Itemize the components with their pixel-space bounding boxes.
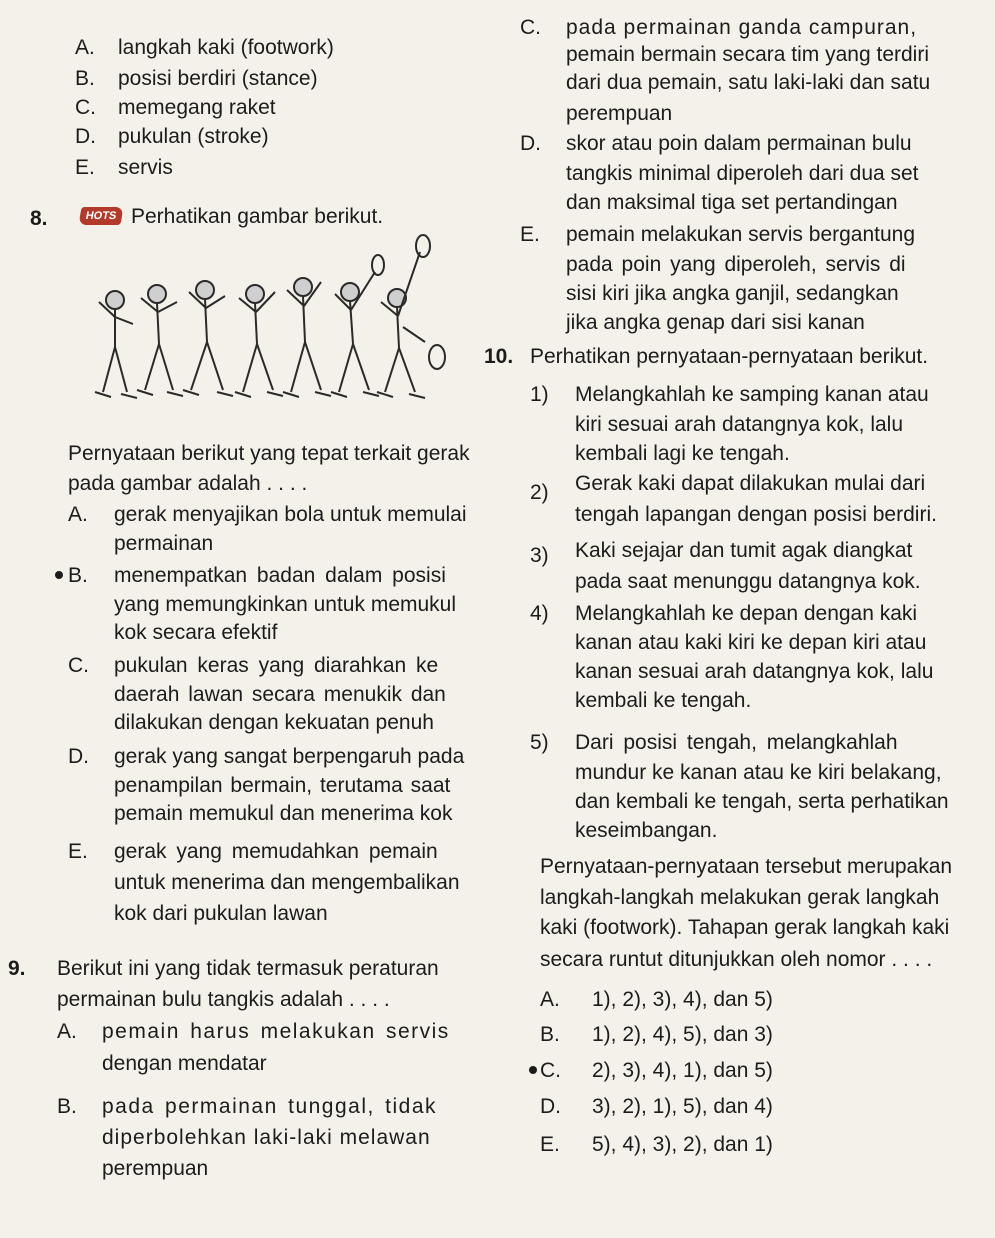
q10-statement-line: tengah lapangan dengan posisi berdiri. <box>575 503 937 526</box>
q9-option-c-line: dari dua pemain, satu laki-laki dan satu <box>566 71 931 94</box>
q9-option-c-line: pada permainan ganda campuran, <box>566 16 918 39</box>
q10-option-b-text: 1), 2), 4), 5), dan 3) <box>592 1023 773 1046</box>
q8-stem-line: Pernyataan berikut yang tepat terkait gerak <box>68 442 470 465</box>
q8-option-e-line: untuk menerima dan mengembalikan <box>114 871 460 894</box>
q8-option-d-line: pemain memukul dan menerima kok <box>114 802 453 825</box>
q8-option-c-line: daerah lawan secara menukik dan <box>114 683 446 706</box>
q8-option-b-label: B. <box>68 564 88 587</box>
q7-option-e-label: E. <box>75 156 95 179</box>
q8-option-a-line: gerak menyajikan bola untuk memulai <box>114 503 467 526</box>
q8-option-d-line: penampilan bermain, terutama saat <box>114 774 451 797</box>
q10-number: 10. <box>484 345 514 368</box>
q9-stem-line: permainan bulu tangkis adalah . . . . <box>57 988 390 1011</box>
answer-mark-dot <box>529 1066 537 1074</box>
q8-stem-line: pada gambar adalah . . . . <box>68 472 308 495</box>
q8-option-e-label: E. <box>68 840 88 863</box>
q10-option-c-text: 2), 3), 4), 1), dan 5) <box>592 1059 773 1082</box>
q7-option-a-label: A. <box>75 36 95 59</box>
q9-option-b-label: B. <box>57 1095 77 1118</box>
q10-statement-line: kanan atau kaki kiri ke depan kiri atau <box>575 631 927 654</box>
q9-option-a-line: dengan mendatar <box>102 1052 267 1075</box>
q10-statement-line: keseimbangan. <box>575 819 718 842</box>
q7-option-a-text: langkah kaki (footwork) <box>118 36 334 59</box>
q7-option-b-text: posisi berdiri (stance) <box>118 67 318 90</box>
q10-statement-line: kembali lagi ke tengah. <box>575 442 790 465</box>
q10-stem-line: kaki (footwork). Tahapan gerak langkah kaki <box>540 916 950 939</box>
q10-statement-5-label: 5) <box>530 731 549 754</box>
q9-option-c-line: perempuan <box>566 102 673 125</box>
q10-statement-4-label: 4) <box>530 602 549 625</box>
q10-statement-line: kanan sesuai arah datangnya kok, lalu <box>575 660 934 683</box>
q10-stem-line: Pernyataan-pernyataan tersebut merupakan <box>540 855 953 878</box>
q10-statement-line: Melangkahlah ke depan dengan kaki <box>575 602 918 625</box>
q10-stem-line: langkah-langkah melakukan gerak langkah <box>540 886 940 909</box>
badminton-footwork-illustration <box>85 232 455 417</box>
q8-option-c-label: C. <box>68 654 89 677</box>
hots-badge: HOTS <box>78 207 123 225</box>
q10-option-a-label: A. <box>540 988 560 1011</box>
q9-option-d-label: D. <box>520 132 541 155</box>
q9-option-e-label: E. <box>520 223 540 246</box>
q7-option-c-label: C. <box>75 96 96 119</box>
q10-statement-line: Dari posisi tengah, melangkahlah <box>575 731 898 754</box>
q8-option-e-line: gerak yang memudahkan pemain <box>114 840 438 863</box>
q10-option-c-label: C. <box>540 1059 561 1082</box>
q10-option-a-text: 1), 2), 3), 4), dan 5) <box>592 988 773 1011</box>
q10-statement-1-label: 1) <box>530 383 549 406</box>
q8-option-a-label: A. <box>68 503 88 526</box>
q10-option-e-text: 5), 4), 3), 2), dan 1) <box>592 1133 773 1156</box>
q8-option-a-line: permainan <box>114 532 214 555</box>
q10-statement-line: kembali ke tengah. <box>575 689 752 712</box>
q9-option-b-line: pada permainan tunggal, tidak <box>102 1095 438 1118</box>
q9-option-a-line: pemain harus melakukan servis <box>102 1020 450 1043</box>
q10-option-e-label: E. <box>540 1133 560 1156</box>
q8-option-b-line: menempatkan badan dalam posisi <box>114 564 446 587</box>
q7-option-d-label: D. <box>75 125 96 148</box>
answer-mark-dot <box>55 571 63 579</box>
q8-option-d-line: gerak yang sangat berpengaruh pada <box>114 745 465 768</box>
q9-number: 9. <box>8 957 26 980</box>
q9-option-b-line: perempuan <box>102 1157 209 1180</box>
q9-option-e-line: pada poin yang diperoleh, servis di <box>566 253 906 276</box>
q10-statement-3-label: 3) <box>530 544 549 567</box>
q7-option-c-text: memegang raket <box>118 96 276 119</box>
q9-option-d-line: dan maksimal tiga set pertandingan <box>566 191 898 214</box>
q10-stem-line: secara runtut ditunjukkan oleh nomor . . . . <box>540 948 933 971</box>
q10-statement-line: dan kembali ke tengah, serta perhatikan <box>575 790 949 813</box>
q8-option-c-line: pukulan keras yang diarahkan ke <box>114 654 439 677</box>
q9-option-c-label: C. <box>520 16 541 39</box>
q10-statement-line: kiri sesuai arah datangnya kok, lalu <box>575 413 904 436</box>
q9-option-b-line: diperbolehkan laki-laki melawan <box>102 1126 431 1149</box>
q9-option-d-line: skor atau poin dalam permainan bulu <box>566 132 912 155</box>
q10-statement-line: Melangkahlah ke samping kanan atau <box>575 383 929 406</box>
q9-option-d-line: tangkis minimal diperoleh dari dua set <box>566 162 919 185</box>
q9-option-e-line: jika angka genap dari sisi kanan <box>566 311 865 334</box>
q10-option-d-label: D. <box>540 1095 561 1118</box>
q10-option-d-text: 3), 2), 1), 5), dan 4) <box>592 1095 773 1118</box>
q7-option-b-label: B. <box>75 67 95 90</box>
q8-option-b-line: kok secara efektif <box>114 621 278 644</box>
q10-option-b-label: B. <box>540 1023 560 1046</box>
q8-option-e-line: kok dari pukulan lawan <box>114 902 328 925</box>
q10-statement-line: pada saat menunggu datangnya kok. <box>575 570 921 593</box>
q9-option-a-label: A. <box>57 1020 77 1043</box>
q8-option-b-line: yang memungkinkan untuk memukul <box>114 593 457 616</box>
q10-statement-line: mundur ke kanan atau ke kiri belakang, <box>575 761 942 784</box>
q8-prompt: Perhatikan gambar berikut. <box>131 205 384 228</box>
q10-statement-line: Gerak kaki dapat dilakukan mulai dari <box>575 472 926 495</box>
q10-statement-line: Kaki sejajar dan tumit agak diangkat <box>575 539 913 562</box>
q10-statement-2-label: 2) <box>530 481 549 504</box>
q8-number: 8. <box>30 207 48 230</box>
q7-option-d-text: pukulan (stroke) <box>118 125 269 148</box>
q10-prompt: Perhatikan pernyataan-pernyataan berikut. <box>530 345 929 368</box>
q8-option-d-label: D. <box>68 745 89 768</box>
q9-stem-line: Berikut ini yang tidak termasuk peraturan <box>57 957 439 980</box>
q9-option-c-line: pemain bermain secara tim yang terdiri <box>566 43 929 66</box>
q9-option-e-line: pemain melakukan servis bergantung <box>566 223 916 246</box>
q8-option-c-line: dilakukan dengan kekuatan penuh <box>114 711 434 734</box>
q7-option-e-text: servis <box>118 156 173 179</box>
q9-option-e-line: sisi kiri jika angka ganjil, sedangkan <box>566 282 899 305</box>
